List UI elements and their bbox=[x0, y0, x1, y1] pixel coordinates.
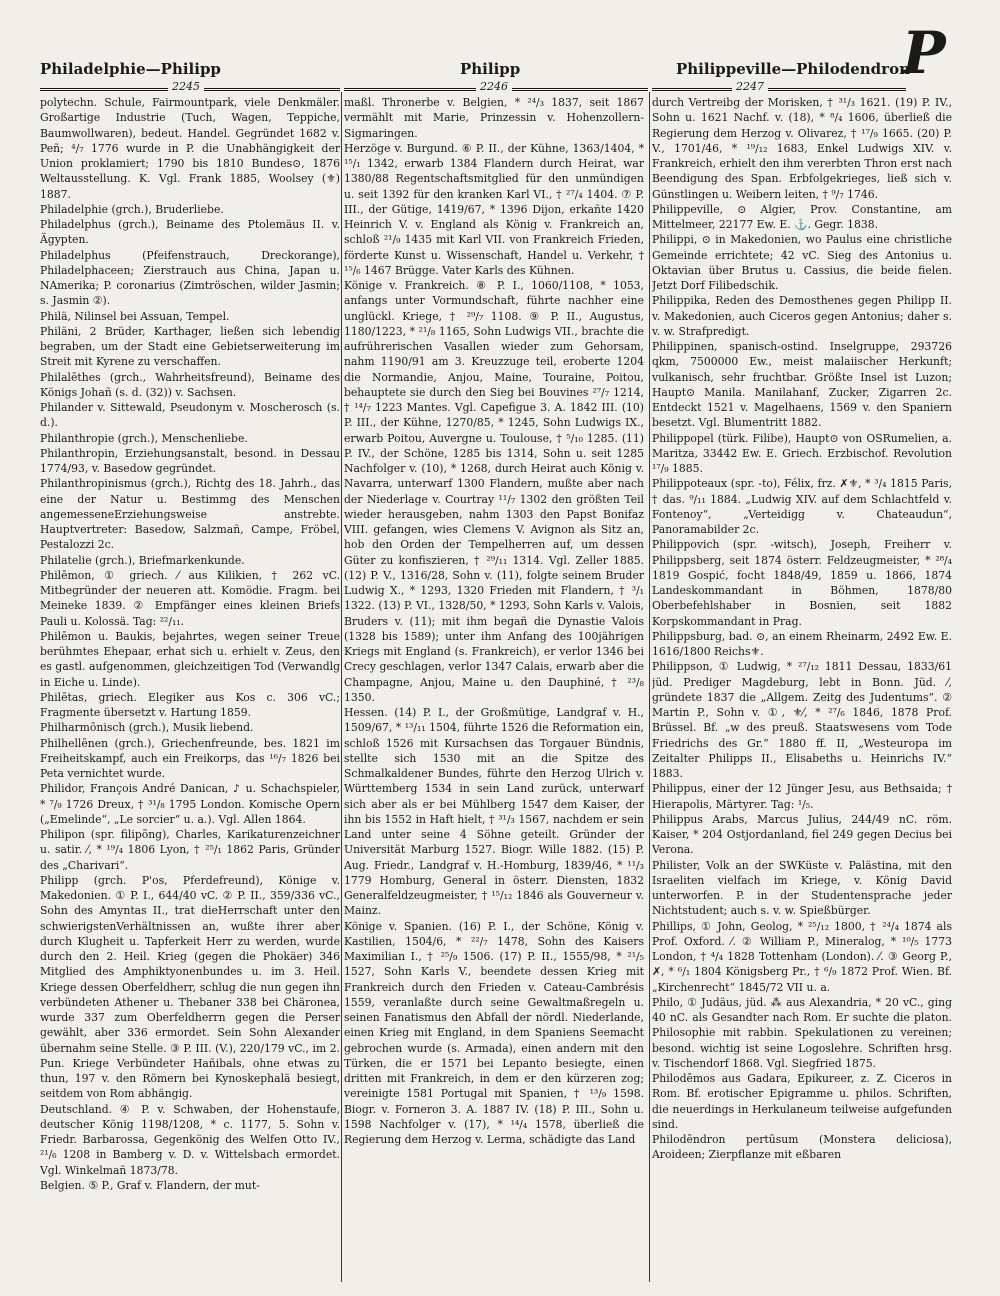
dictionary-entry: Philippopel (türk. Filibe), Haupt⊙ von OSRumelien, a. Maritza, 33442 Ew. E. Griech. Erzbischof. Revolution ¹⁷/₉ 1885. bbox=[652, 431, 952, 475]
dictionary-entry: Philētas, griech. Elegiker aus Kos c. 306 vC.; Fragmente übersetzt v. Hartung 1859. bbox=[40, 690, 340, 719]
dictionary-entry: Philippeville, ⊙ Algier, Prov. Constantine, am Mittelmeer, 22177 Ew. E. ⚓. Gegr. 1838. bbox=[652, 202, 952, 231]
dictionary-entry: Philippovich (spr. -witsch), Joseph, Freiherr v. Philippsberg, seit 1874 österr. Feldzeugmeister, * ²⁸/₄ 1819 Gospić, focht 1848/49, 1859 u. 1866, 1874 Landeskommandant in Böhmen, 1878/80 Oberbefehlshaber in Bosnien, seit 1882 Korpskommandant in Prag. bbox=[652, 538, 952, 628]
dictionary-entry: maßl. Thronerbe v. Belgien, * ²⁴/₃ 1837, seit 1867 vermählt mit Marie, Prinzessin v. Hohenzollern-Sigmaringen. bbox=[344, 96, 644, 140]
dictionary-entry: Philo, ① Judäus, jüd. ⁂ aus Alexandria, * 20 vC., ging 40 nC. als Gesandter nach Rom. Er suchte die platon. Philosophie mit rabbin. Spekulationen zu vereinen; besond. wichtig ist seine Logoslehre. Schriften hrsg. v. Tischendorf 1868. Vgl. Siegfried 1875. bbox=[652, 995, 952, 1070]
dictionary-entry: Philēmon u. Baukis, bejahrtes, wegen seiner Treue berühmtes Ehepaar, erhat sich u. erhielt v. Zeus, den es gastl. aufgenommen, gleichzeitigen Tod (Verwandlg in Eiche u. Linde). bbox=[40, 629, 340, 689]
dictionary-entry: Philippinen, spanisch-ostind. Inselgruppe, 293726 qkm, 7500000 Ew., meist malaiischer Herkunft; vulkanisch, sehr fruchtbar. Größte Insel ist Luzon; Haupt⊙ Manila. Manilahanf, Zucker, Zigarren 2c. Entdeckt 1521 v. Magelhaens, 1569 v. den Spaniern besetzt. Vgl. Blumentritt 1882. bbox=[652, 340, 952, 430]
dictionary-entry: Philidor, François André Danican, ♪ u. Schachspieler, * ⁷/₉ 1726 Dreux, † ³¹/₈ 1795 London. Komische Opern („Emelinde“, „Le sorcier“ u. a.). Vgl. Allen 1864. bbox=[40, 782, 340, 826]
dictionary-entry: Philharmōnisch (grch.), Musik liebend. bbox=[40, 721, 254, 735]
running-header-center: Philipp bbox=[460, 60, 521, 78]
dictionary-entry: durch Vertreibg der Morisken, † ³¹/₃ 1621. (19) P. IV., Sohn u. 1621 Nachf. v. (18), * ⁸/₄ 1606, überließ die Regierung dem Herzog v. Olivarez, † ¹⁷/₉ 1665. (20) P. V., 1701/46, * ¹⁹/₁₂ 1683, Enkel Ludwigs XIV. v. Frankreich, erhielt den ihm vererbten Thron erst nach Beendigung des Span. Erbfolgekrieges, ließ sich v. Günstlingen u. Weibern leiten, † ⁹/₇ 1746. bbox=[652, 96, 952, 201]
dictionary-entry: Philippus, einer der 12 Jünger Jesu, aus Bethsaida; † Hierapolis, Märtyrer. Tag: ¹/₅. bbox=[652, 782, 952, 811]
running-header-right: Philippeville—Philodendron bbox=[676, 60, 910, 78]
page-number-2: 2246 bbox=[476, 80, 512, 94]
text-column-2 bbox=[344, 95, 644, 1280]
dictionary-entry: Philadelphus (grch.), Beiname des Ptolemäus II. v. Ägypten. bbox=[40, 218, 340, 247]
dictionary-entry: Philhellēnen (grch.), Griechenfreunde, bes. 1821 im Freiheitskampf, auch ein Freikorps, das ¹⁶/₇ 1826 bei Peta vernichtet wurde. bbox=[40, 736, 340, 780]
dictionary-entry: Philippsburg, bad. ⊙, an einem Rheinarm, 2492 Ew. E. 1616/1800 Reichs⚜. bbox=[652, 629, 952, 658]
dictionary-entry: Philanthropinismus (grch.), Richtg des 18. Jahrh., das eine der Natur u. Bestimmg des Menschen angemesseneErziehungsweise anstrebte. Hauptvertreter: Basedow, Salzmañ, Campe, Fröbel, Pestalozzi 2c. bbox=[40, 477, 340, 552]
dictionary-entry: Hessen. (14) P. I., der Großmütige, Landgraf v. H., 1509/67, * ¹³/₁₁ 1504, führte 1526 die Reformation ein, schloß 1526 mit Kursachsen das Torgauer Bündnis, stellte sich 1530 mit an die Spitze des Schmalkaldener Bundes, führte den Herzog Ulrich v. Württemberg 1534 in sein Land zurück, unterwarf sich aber als er bei Mühlberg 1547 dem Kaiser, der ihn bis 1552 in Haft hielt, † ³¹/₃ 1567, nachdem er sein Land unter seine 4 Söhne geteilt. Gründer der Universität Marburg 1527. Biogr. Wille 1882. (15) P. Aug. Friedr., Landgraf v. H.-Homburg, 1839/46, * ¹¹/₃ 1779 Homburg, General in österr. Diensten, 1832 Generalfeldzeugmeister, † ¹⁵/₁₂ 1846 als Gouverneur v. Mainz. bbox=[344, 706, 644, 918]
dictionary-entry: Herzöge v. Burgund. ⑥ P. II., der Kühne, 1363/1404, * ¹⁵/₁ 1342, erwarb 1384 Flandern durch Heirat, war 1380/88 Regentschaftsmitglied für den unmündigen u. seit 1392 für den kranken Karl VI., † ²⁷/₄ 1404. ⑦ P. III., der Gütige, 1419/67, * 1396 Dijon, erkañte 1420 Heinrich V. v. England als König v. Frankreich an, schloß ²¹/₉ 1435 mit Karl VII. von Frankreich Frieden, förderte Kunst u. Wissenschaft, Handel u. Verkehr, † ¹⁵/₆ 1467 Brügge. Vater Karls des Kühnen. bbox=[344, 141, 644, 277]
dictionary-entry: Philodēndron pertūsum (Monstera deliciosa), Aroideen; Zierpflanze mit eßbaren bbox=[652, 1133, 952, 1162]
page-number-1: 2245 bbox=[168, 80, 204, 94]
dictionary-entry: Philalēthes (grch., Wahrheitsfreund), Beiname des Königs Johañ (s. d. (32)) v. Sachsen. bbox=[40, 370, 340, 399]
section-letter: P bbox=[902, 19, 946, 87]
text-column-1 bbox=[40, 95, 340, 1280]
dictionary-entry: Philanthropin, Erziehungsanstalt, besond. in Dessau 1774/93, v. Basedow gegründet. bbox=[40, 446, 340, 475]
dictionary-entry: Philippus Arabs, Marcus Julius, 244/49 nC. röm. Kaiser, * 204 Ostjordanland, fiel 249 gegen Decius bei Verona. bbox=[652, 812, 952, 857]
dictionary-entry: Könige v. Spanien. (16) P. I., der Schöne, König v. Kastilien, 1504/6, * ²²/₇ 1478, Sohn des Kaisers Maximilian I., † ²⁵/₉ 1506. (17) P. II., 1555/98, * ²¹/₅ 1527, Sohn Karls V., beendete dessen Krieg mit Frankreich durch den Frieden v. Cateau-Cambrésis 1559, veranlaßte durch seine Gewaltmaßregeln u. seinen Fanatismus den Abfall der nördl. Niederlande, einen Krieg mit England, in dem Spaniens Seemacht gebrochen wurde (s. Armada), einen andern mit den Türken, die er 1571 bei Lepanto besiegte, einen dritten mit Frankreich, in dem er den kürzeren zog; vereinigte 1581 Portugal mit Spanien, † ¹³/₉ 1598. Biogr. v. Forneron 3. A. 1887 IV. (18) P. III., Sohn u. 1598 Nachfolger v. (17), * ¹⁴/₄ 1578, überließ die Regierung dem Herzog v. Lerma, schädigte das Land bbox=[344, 919, 644, 1146]
dictionary-entry: Philanthropie (grch.), Menschenliebe. bbox=[40, 431, 248, 445]
dictionary-entry: Philippoteaux (spr. -to), Félix, frz. ✗⚜, * ³/₄ 1815 Paris, † das. ⁹/₁₁ 1884. „Ludwig XIV. auf dem Schlachtfeld v. Fontenoy“, „Verteidigg v. Chateaudun“, Panoramabilder 2c. bbox=[652, 477, 952, 536]
dictionary-entry: polytechn. Schule, Fairmountpark, viele Denkmäler. Großartige Industrie (Tuch, Wagen, Teppiche, Baumwollwaren), bedeut. Handel. Gegründet 1682 v. Peñ; ⁴/₇ 1776 wurde in P. die Unabhängigkeit der Union proklamiert; 1790 bis 1810 Bundes⊙, 1876 Weltausstellung. K. Vgl. Frank 1885, Woolsey (⚜) 1887. bbox=[40, 96, 340, 201]
dictionary-entry: Philipp (grch. P'os, Pferdefreund), Könige v. Makedonien. ① P. I., 644/40 vC. ② P. II., 359/336 vC., Sohn des Amyntas II., trat dieHerrschaft unter den schwierigstenVerhältnissen an, wußte ihrer aber durch Klugheit u. Tapferkeit Herr zu werden, wurde durch den 2. Heil. Krieg (gegen die Phokäer) 346 Mitglied des Amphiktyonenbundes u. im 3. Heil. Kriege dessen Oberfeldherr, schlug die nun gegen ihn verbündeten Athener u. Thebaner 338 bei Chäronea, wurde 337 zum Oberfeldherrn gegen die Perser gewählt, aber 336 ermordet. Sein Sohn Alexander übernahm seine Stelle. ③ P. III. (V.), 220/179 vC., im 2. Pun. Kriege Verbündeter Hañibals, ohne etwas zu thun, 197 v. den Römern bei Kynoskephalä besiegt, seitdem von Rom abhängig. bbox=[40, 873, 340, 1101]
dictionary-entry: Philipon (spr. filipõng), Charles, Karikaturenzeichner u. satir. ⁄, * ¹⁹/₄ 1806 Lyon, † ²⁵/₁ 1862 Paris, Gründer des „Charivari“. bbox=[40, 828, 340, 872]
column-divider-1 bbox=[341, 92, 342, 1282]
dictionary-entry: Philäni, 2 Brüder, Karthager, ließen sich lebendig begraben, um der Stadt eine Gebietserweiterung im Streit mit Kyrene zu verschaffen. bbox=[40, 324, 340, 369]
dictionary-entry: Philippson, ① Ludwig, * ²⁷/₁₂ 1811 Dessau, 1833/61 jüd. Prediger Magdeburg, lebt in Bonn. Jüd. ⁄, gründete 1837 die „Allgem. Zeitg des Judentums“. ② Martin P., Sohn v. ①, ⚜⁄, * ²⁷/₆ 1846, 1878 Prof. Brüssel. Bf. „w des preuß. Staatswesens vom Tode Friedrichs des Gr.“ 1880 ff. II, „Westeuropa im Zeitalter Philipps II., Elisabeths u. Heinrichs IV.“ 1883. bbox=[652, 660, 952, 780]
dictionary-entry: Philander v. Sittewald, Pseudonym v. Moscherosch (s. d.). bbox=[40, 401, 340, 430]
dictionary-entry: Könige v. Frankreich. ⑧ P. I., 1060/1108, * 1053, anfangs unter Vormundschaft, führte nachher eine unglückl. Kriege, † ²⁹/₇ 1108. ⑨ P. II., Augustus, 1180/1223, * ²¹/₈ 1165, Sohn Ludwigs VII., brachte die aufrührerischen Vasallen wieder zum Gehorsam, nahm 1190/91 am 3. Kreuzzuge teil, eroberte 1204 die Normandie, Anjou, Maine, Touraine, Poitou, behauptete sie durch den Sieg bei Bouvines ²⁷/₇ 1214, † ¹⁴/₇ 1223 Mantes. Vgl. Capefigue 3. A. 1842 III. (10) P. III., der Kühne, 1270/85, * 1245, Sohn Ludwigs IX., erwarb Poitou, Auvergne u. Toulouse, † ⁵/₁₀ 1285. (11) P. IV., der Schöne, 1285 bis 1314, Sohn u. seit 1285 Nachfolger v. (10), * 1268, durch Heirat auch König v. Navarra, unterwarf 1300 Flandern, mußte aber nach der Niederlage v. Courtray ¹¹/₇ 1302 den größten Teil wieder herausgeben, nahm 1303 den Papst Bonifaz VIII. gefangen, wies Clemens V. Avignon als Sitz an, hob den Orden der Tempelherren auf, um dessen Güter zu konfiszieren, † ²⁹/₁₁ 1314. Vgl. Zeller 1885. (12) P. V., 1316/28, Sohn v. (11), folgte seinem Bruder Ludwig X., * 1293, 1320 Frieden mit Flandern, † ³/₁ 1322. (13) P. VI., 1328/50, * 1293, Sohn Karls v. Valois, Bruders v. (11); mit ihm begañ die Dynastie Valois (1328 bis 1589); unter ihm Anfang des 100jährigen Kriegs mit England (s. Frankreich), er verlor 1346 bei Crecy geschlagen, verlor 1347 Calais, erwarb aber die Champagne, Anjou, Maine u. den Dauphiné, † ²³/₈ 1350. bbox=[344, 279, 644, 704]
dictionary-entry: Philēmon, ① griech. ⁄ aus Kilikien, † 262 vC. Mitbegründer der neueren att. Komödie. Fragm. bei Meineke 1839. ② Empfänger eines kleinen Briefs Pauli u. Kolossä. Tag: ²²/₁₁. bbox=[40, 568, 340, 628]
dictionary-entry: Philodēmos aus Gadara, Epikureer, z. Z. Ciceros in Rom. Bf. erotischer Epigramme u. philos. Schriften, die neuerdings in Herkulaneum teilweise aufgefunden sind. bbox=[652, 1072, 952, 1131]
dictionary-entry: Philatelie (grch.), Briefmarkenkunde. bbox=[40, 553, 245, 567]
dictionary-entry: Philister, Volk an der SWKüste v. Palästina, mit den Israeliten vielfach im Kriege, v. König David unterworfen. P. in der Studentensprache jeder Nichtstudent; auch s. v. w. Spießbürger. bbox=[652, 858, 952, 918]
dictionary-entry: Philippi, ⊙ in Makedonien, wo Paulus eine christliche Gemeinde errichtete; 42 vC. Sieg des Antonius u. Oktavian über Brutus u. Cassius, die beide fielen. Jetzt Dorf Filibedschik. bbox=[652, 233, 952, 292]
dictionary-entry: Philä, Nilinsel bei Assuan, Tempel. bbox=[40, 309, 230, 323]
dictionary-entry: Philippika, Reden des Demosthenes gegen Philipp II. v. Makedonien, auch Ciceros gegen Antonius; daher s. v. w. Strafpredigt. bbox=[652, 294, 952, 338]
dictionary-entry: Belgien. ⑤ P., Graf v. Flandern, der mut- bbox=[40, 1178, 260, 1192]
running-header-left: Philadelphie—Philipp bbox=[40, 60, 221, 78]
page-number-3: 2247 bbox=[732, 80, 768, 94]
text-column-3 bbox=[652, 95, 952, 1280]
dictionary-entry: Philadelphie (grch.), Bruderliebe. bbox=[40, 202, 224, 216]
header-rule-3 bbox=[652, 88, 906, 91]
column-divider-2 bbox=[649, 92, 650, 1282]
dictionary-entry: Deutschland. ④ P. v. Schwaben, der Hohenstaufe, deutscher König 1198/1208, * c. 1177, 5. Sohn v. Friedr. Barbarossa, Gegenkönig des Welfen Otto IV., ²¹/₆ 1208 in Bamberg v. D. v. Wittelsbach ermordet. Vgl. Winkelmañ 1873/78. bbox=[40, 1102, 340, 1177]
dictionary-entry: Phillips, ① John, Geolog, * ²⁵/₁₂ 1800, † ²⁴/₄ 1874 als Prof. Oxford. ⁄. ② William P., Mineralog, * ¹⁰/₅ 1773 London, † ⁴/₄ 1828 Tottenham (London). ⁄. ③ Georg P., ✗, * ⁶/₁ 1804 Königsberg Pr., † ⁶/₉ 1872 Prof. Wien. Bf. „Kirchenrecht“ 1845/72 VII u. a. bbox=[652, 919, 952, 994]
dictionary-entry: Philadelphus (Pfeifenstrauch, Dreckorange), Philadelphaceen; Zierstrauch aus China, Japan u. NAmerika; P. coronarius (Zimtröschen, wilder Jasmin; s. Jasmin ②). bbox=[40, 248, 340, 308]
